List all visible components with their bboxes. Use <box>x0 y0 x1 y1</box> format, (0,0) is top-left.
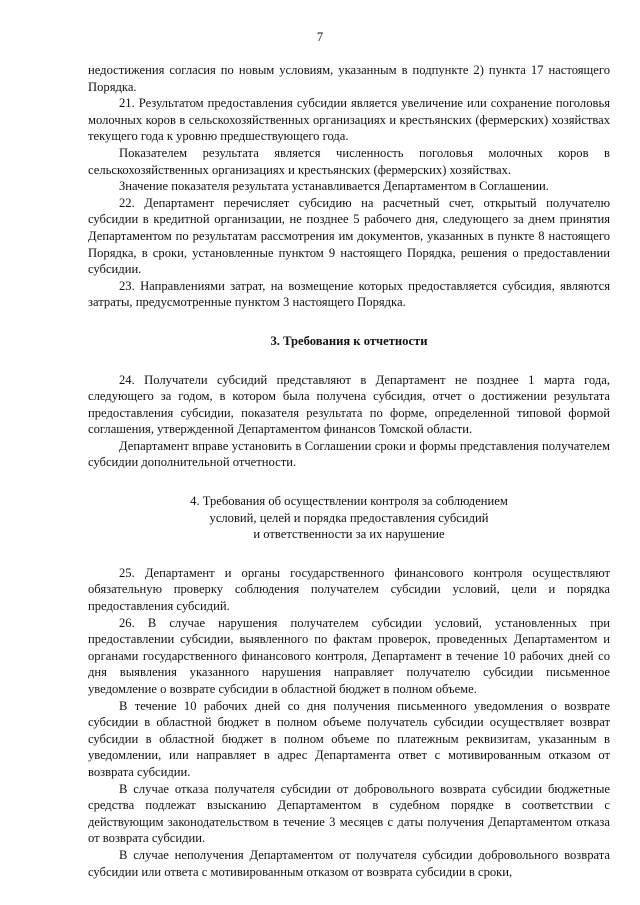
paragraph: В случае отказа получателя субсидии от добровольного возврата субсидии бюджетные средства подлежат взысканию Департаментом в судебном порядке в соответствии с действующим законодательством в течение 3 месяцев с даты получения Департаментом отказа от возврата субсидии. <box>88 781 610 846</box>
paragraph: 22. Департамент перечисляет субсидию на расчетный счет, открытый получателю субсидии в кредитной организации, не позднее 5 рабочего дня, следующего за днем принятия Департаментом по результатам рассмотрения им документов, указанных в пункте 8 настоящего Порядка, в сроки, установленные пунктом 9 настоящего Порядка, решения о предоставлении субсидии. <box>88 195 610 277</box>
heading-line: условий, целей и порядка предоставления субсидий <box>209 510 489 525</box>
paragraph: Значение показателя результата устанавливается Департаментом в Соглашении. <box>119 179 549 194</box>
heading-line: и ответственности за их нарушение <box>253 527 445 542</box>
paragraph: Показателем результата является численность поголовья молочных коров в сельскохозяйственных организациях и крестьянских (фермерских) хозяйствах. <box>88 145 610 177</box>
paragraph: В течение 10 рабочих дней со дня получения письменного уведомления о возврате субсидии в областной бюджет в полном объеме получатель субсидии осуществляет возврат субсидии в областной бюджет в полном объеме по платежным реквизитам, указанным в уведомлении, или направляет в адрес Департамента ответ с мотивированным отказом от возврата субсидии. <box>88 698 610 779</box>
document-body <box>88 62 610 880</box>
paragraph: В случае неполучения Департаментом от получателя субсидии добровольного возврата субсидии или ответа с мотивированным отказом от возврата субсидии в сроки, <box>88 847 610 879</box>
paragraphs-top <box>88 62 610 311</box>
paragraph: Департамент вправе установить в Соглашении сроки и формы представления получателем субсидии дополнительной отчетности. <box>88 438 610 470</box>
section3-body <box>88 372 610 472</box>
paragraph: 24. Получатели субсидий представляют в Департамент не позднее 1 марта года, следующего за годом, в котором была получена субсидия, отчет о достижении результата предоставления субсидии, показателя результата по форме, определенной типовой формой соглашения, утвержденной Департаментом финансов Томской области. <box>88 372 610 437</box>
page-number: 7 <box>316 30 324 44</box>
section-heading-control <box>88 493 610 543</box>
paragraph: 25. Департамент и органы государственного финансового контроля осуществляют обязательную проверку соблюдения получателем субсидии условий, цели и порядка предоставления субсидий. <box>88 565 610 614</box>
paragraph: недостижения согласия по новым условиям, указанным в подпункте 2) пункта 17 настоящего Порядка. <box>88 63 610 94</box>
paragraph: 26. В случае нарушения получателем субсидии условий, установленных при предоставлении субсидии, выявленного по фактам проверок, проведенных Департаментом и органами государственного финансового контроля, Департамент в течение 10 рабочих дней со дня выявления указанного нарушения направляет получателю субсидии письменное уведомление о возврате субсидии в областной бюджет в полном объеме. <box>88 615 610 696</box>
paragraph: 21. Результатом предоставления субсидии является увеличение или сохранение поголовья молочных коров в сельскохозяйственных организациях и крестьянских (фермерских) хозяйствах текущего года к уровню предшествующего года. <box>88 96 610 144</box>
heading-line: 4. Требования об осуществлении контроля за соблюдением <box>190 494 508 509</box>
section-heading-reporting: 3. Требования к отчетности <box>270 333 428 348</box>
paragraph: 23. Направлениями затрат, на возмещение которых предоставляется субсидия, являются затраты, предусмотренные пунктом 3 настоящего Порядка. <box>88 278 610 310</box>
section4-body <box>88 565 610 880</box>
